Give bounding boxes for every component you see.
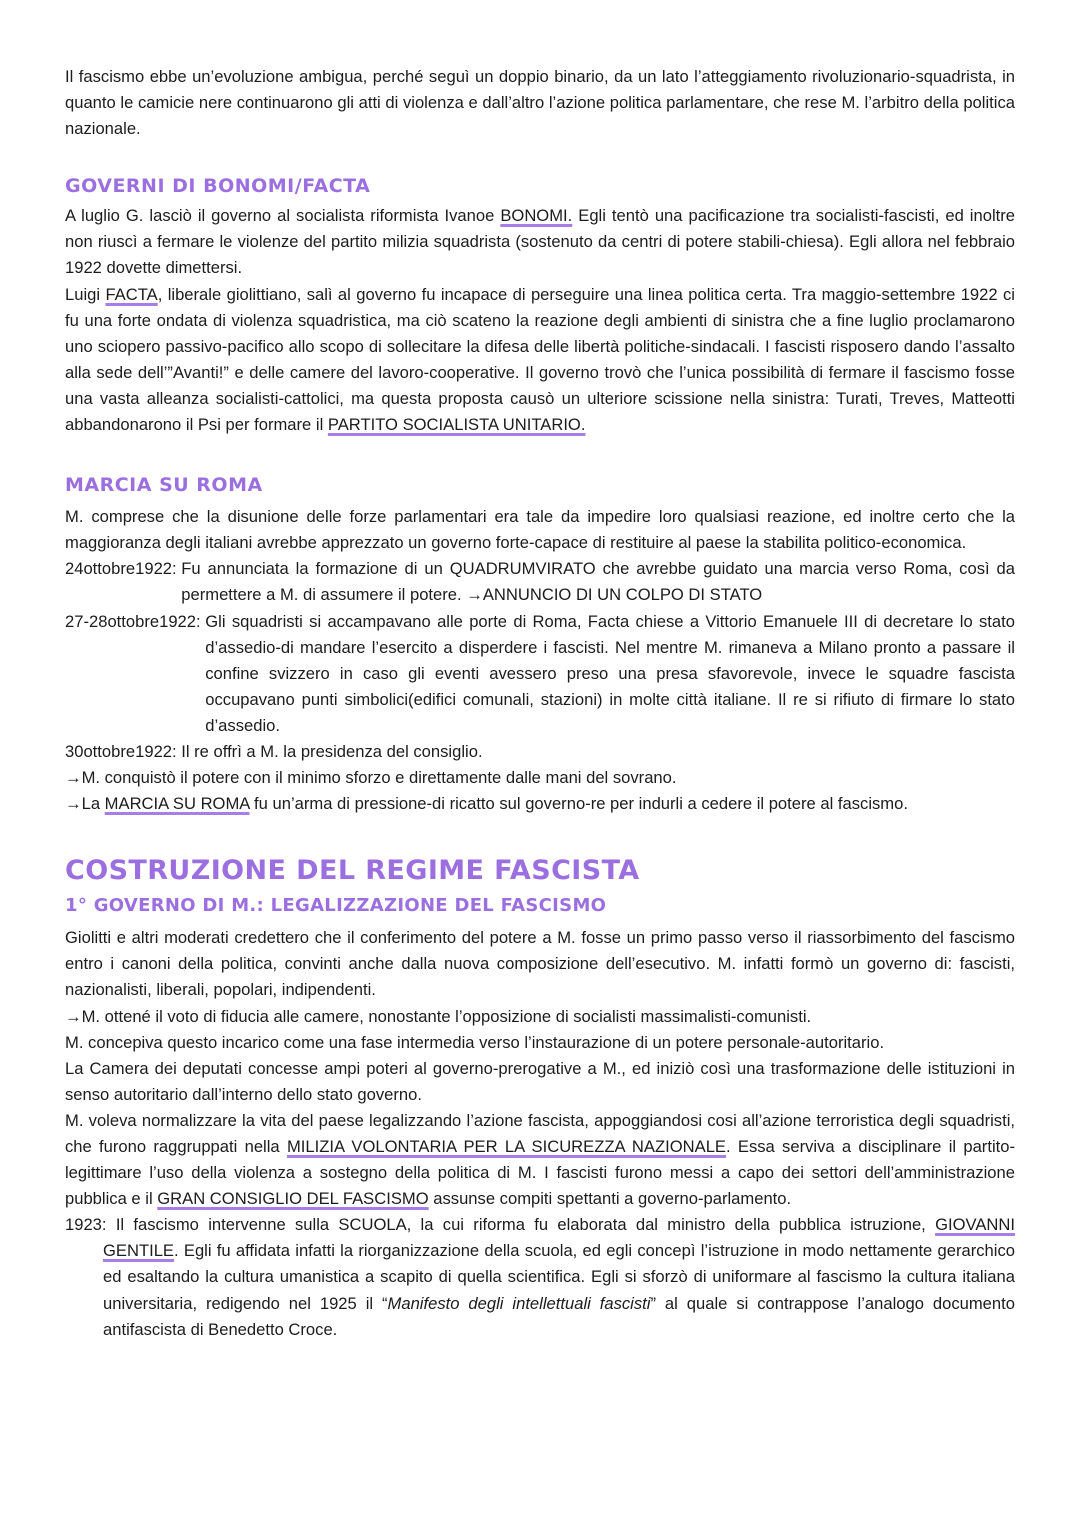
conclusion-line: →La MARCIA SU ROMA fu un’arma di pressione-di ricatto sul governo-re per indurli a cedere il potere al fascismo. [65,794,908,814]
conclusion-line: →M. conquistò il potere con il minimo sforzo e direttamente dalle mani del sovrano. [65,768,677,788]
underlined-bonomi: BONOMI. [500,206,573,226]
scuola-paragraph: 1923: Il fascismo intervenne sulla SCUOLA, la cui riforma fu elaborata dal ministro della pubblica istruzione, GIOVANNI GENTILE. Egli fu affidata infatti la riorganizzazione della scuola, ed egli concepì l’istruzione in modo nettamente gerarchico ed esaltando la cultura umanistica a scapito di quella scientifica. Egli si sforzò di uniformare al fascismo la cultura italiana universitaria, redigendo nel 1925 il “Manifesto degli intellettuali fascisti” al quale si contrappose l’analogo documento antifascista di Benedetto Croce. [65,1215,1015,1339]
document-page [65,64,1015,1343]
manifesto-title: Manifesto degli intellettuali fascisti [387,1293,651,1313]
timeline-date: 24ottobre1922: [65,559,182,579]
underlined-facta: FACTA [105,284,158,304]
timeline-date: 27-28ottobre1922: [65,611,206,631]
underlined-giovanni-gentile: GIOVANNI GENTILE [103,1215,1015,1261]
regime-line: M. concepiva questo incarico come una fase intermedia verso l’instaurazione di un potere personale-autoritario. [65,1032,885,1052]
timeline-entry-24-ottobre [65,556,1015,608]
timeline-entry-30-ottobre: 30ottobre1922: Il re offrì a M. la presidenza del consiglio. [65,741,483,761]
heading-marcia-su-roma: MARCIA SU ROMA [65,474,263,497]
regime-line: →M. ottené il voto di fiducia alle camere, nonostante l’opposizione di socialisti massimalisti-comunisti. [65,1006,812,1026]
heading-costruzione-regime: COSTRUZIONE DEL REGIME FASCISTA [65,855,640,887]
timeline-entry-27-28-ottobre [65,609,1015,739]
underlined-gran-consiglio: GRAN CONSIGLIO DEL FASCISMO [157,1189,429,1209]
marcia-paragraph: M. comprese che la disunione delle forze parlamentari era tale da impedire loro qualsiasi reazione, ed inoltre certo che la maggioranza degli italiani avrebbe apprezzato un governo forte-capace di restituire al paese la stabilita politico-economica. [65,507,1015,553]
underlined-milizia: MILIZIA VOLONTARIA PER LA SICUREZZA NAZIONALE [286,1137,726,1156]
regime-paragraph: La Camera dei deputati concesse ampi poteri al governo-prerogative a M., ed iniziò così una trasformazione delle istituzioni in senso autoritario dall’interno dello stato governo. [65,1058,1015,1104]
subheading-primo-governo: 1° GOVERNO DI M.: LEGALIZZAZIONE DEL FASCISMO [65,895,607,917]
facta-paragraph: Luigi FACTA, liberale giolittiano, salì al governo fu incapace di perseguire una linea politica certa. Tra maggio-settembre 1922 ci fu una forte ondata di violenza squadristica, ma ciò scateno la reazione degli ambienti di sinistra che a fine luglio proclamarono uno sciopero passivo-pacifico allo scopo di sollecitare la difesa delle libertà politiche-sindacali. I fascisti risposero dando l’assalto alla sede dell’”Avanti!” e delle camere del lavoro-cooperative. Il governo trovò che l’unica possibilità di fermare il fascismo fosse una vasta alleanza socialisti-cattolici, ma questa proposta causò un ulteriore scissione nella sinistra: Turati, Treves, Matteotti abbandonarono il Psi per formare il PARTITO SOCIALISTA UNITARIO. [65,284,1015,435]
milizia-paragraph: M. voleva normalizzare la vita del paese legalizzando l’azione fascista, appoggiandosi cosi all’azione terroristica degli squadristi, che furono raggruppati nella MILIZIA VOLONTARIA PER LA SICUREZZA NAZIONALE. Essa serviva a disciplinare il partito-legittimare l’uso della violenza a sostegno della politica di M. I fascisti furono messi a capo dei settori dell’amministrazione pubblica e il GRAN CONSIGLIO DEL FASCISMO assunse compiti spettanti a governo-parlamento. [65,1110,1015,1209]
timeline-text: Fu annunciata la formazione di un QUADRUMVIRATO che avrebbe guidato una marcia verso Roma, così da permettere a M. di assumere il potere. →ANNUNCIO DI UN COLPO DI STATO [181,559,1015,605]
bonomi-paragraph: A luglio G. lasciò il governo al socialista riformista Ivanoe BONOMI. Egli tentò una pacificazione tra socialisti-fascisti, ed inoltre non riuscì a fermare le violenze del partito milizia squadrista (sostenuto da centri di potere stabili-chiesa). Egli allora nel febbraio 1922 dovette dimettersi. [65,206,1015,278]
intro-paragraph: Il fascismo ebbe un’evoluzione ambigua, perché seguì un doppio binario, da un lato l’atteggiamento rivoluzionario-squadrista, in quanto le camicie nere continuarono gli atti di violenza e dall’altro l’azione politica parlamentare, che rese M. l’arbitro della politica nazionale. [65,67,1015,139]
underlined-marcia-su-roma: MARCIA SU ROMA [104,794,250,814]
timeline-text: Gli squadristi si accampavano alle porte di Roma, Facta chiese a Vittorio Emanuele III di decretare lo stato d’assedio-di mandare l’esercito a disperdere i fascisti. Nel mentre M. rimaneva a Milano pronto a passare il confine svizzero in caso gli eventi avessero preso una presa sfavorevole, invece le squadre fascista occupavano punti simbolici(edifici comunali, stazioni) in molte città italiane. Il re si rifiuto di firmare lo stato d’assedio. [205,611,1015,735]
regime-paragraph: Giolitti e altri moderati credettero che il conferimento del potere a M. fosse un primo passo verso il riassorbimento del fascismo entro i canoni della politica, convinti anche dalla nuova composizione dell’esecutivo. M. infatti formò un governo di: fascisti, nazionalisti, liberali, popolari, indipendenti. [65,928,1015,1000]
underlined-partito-socialista-unitario: PARTITO SOCIALISTA UNITARIO. [327,415,586,435]
heading-governi-bonomi-facta: GOVERNI DI BONOMI/FACTA [65,175,371,198]
